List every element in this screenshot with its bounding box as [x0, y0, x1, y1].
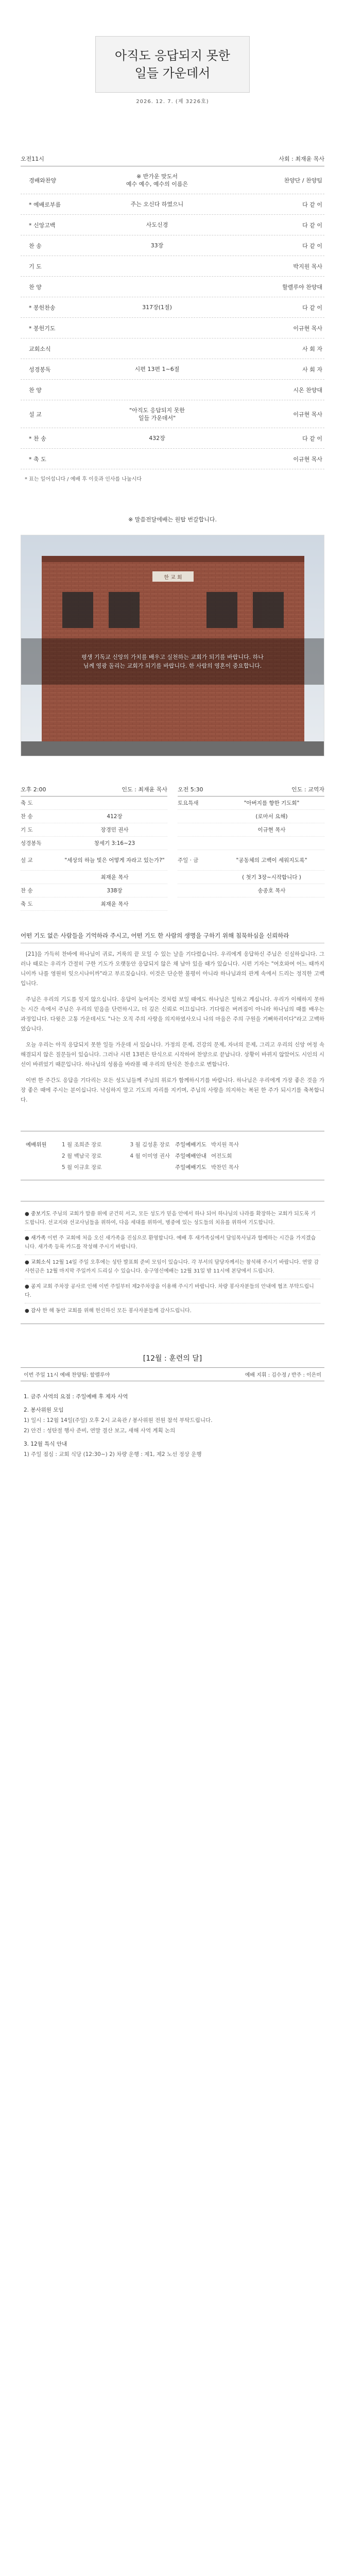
role-name: 박지원 목사 [211, 1141, 239, 1148]
worship-item-label: 경배와찬양 [29, 177, 57, 184]
worship-row [21, 380, 324, 400]
worship-row [21, 166, 324, 194]
worship-row [21, 428, 324, 449]
service-left-header [21, 785, 167, 796]
banner-caption: ※ 말씀전달에배는 원탑 번갈합니다. [128, 516, 217, 523]
schedule [21, 1353, 324, 1460]
service-right [178, 785, 324, 911]
photo-caption: 평생 기독교 신앙의 가치를 배우고 실천하는 교회가 되기를 바랍니다. 하나님께 영광 돌리는 교회가 되기를 바랍니다. 한 사람의 영혼이 중요합니다. [81, 654, 264, 669]
role-name-2: 4 월 이미영 권사 [130, 1153, 170, 1159]
service-item-label: 토요특새 [178, 800, 199, 806]
role-label: 주일예배기도 [175, 1164, 206, 1171]
prayer-text: 교회 주차장 공사로 인해 이번 주일부터 제2주차장을 이용해 주시기 바랍니다. 차량 봉사자분들의 안내에 협조 부탁드립니다. [25, 1284, 314, 1298]
prayer-heading: ● 중보기도 [25, 1211, 51, 1217]
sermon-paragraph: 오늘 우리는 아직 응답되지 못한 일들 가운데 서 있습니다. 가정의 문제, 건강의 문제, 자녀의 문제, 그리고 우리의 신앙 여정 속 해결되지 않은 질문들이 있습니다. 그러나 시편 13편은 탄식으로 시작하여 찬양으로 끝납니다. 상황이 바뀌지 않았어도 시인의 시선이 바뀌었기 때문입니다. 하나님의 성품을 바라볼 때 우리의 탄식은 찬송으로 변합니다. [21, 1042, 324, 1067]
sermon-title: 어떤 기도 없은 사람들을 기억하라 주시고, 어떤 기도 한 사람의 생명을 구하기 위해 침묵하심을 신뢰하라 [21, 931, 324, 943]
roles-right [175, 1139, 319, 1173]
church-building-image [21, 535, 324, 756]
service-item-label: 설 교 [21, 857, 33, 863]
worship-item-label: 성경봉독 [29, 366, 51, 373]
cover [0, 0, 345, 155]
worship-item-label: * 예배로부름 [29, 201, 61, 208]
service-row [21, 897, 167, 911]
schedule-body [21, 1381, 324, 1460]
worship-row [21, 449, 324, 469]
role-name: 1 월 조희준 장로 [62, 1141, 102, 1148]
service-item-value: 창세기 3:16~23 [94, 840, 135, 846]
roles-left [26, 1139, 170, 1173]
service-item-value: 장경민 권사 [100, 827, 129, 833]
schedule-text: 1) 일시 : 12월 14일(주일) 오후 2시 교육관 / 봉사위원 전원 참석 부탁드립니다. [24, 1417, 213, 1423]
role-label: 주일예배기도 [175, 1141, 206, 1148]
service-right-time: 오전 5:30 [178, 786, 203, 793]
church-sign: 한 교 회 [164, 575, 182, 581]
cover-title-box [95, 36, 250, 93]
service-item-label: 찬 송 [21, 814, 33, 820]
service-item-value: 최재윤 목사 [100, 874, 129, 880]
worship-item-detail: 33장 [150, 242, 164, 249]
sermon-paragraph: 주님은 우리의 기도를 잊지 않으십니다. 응답이 늦어지는 것처럼 보일 때에도 하나님은 일하고 계십니다. 우리가 이해하지 못하는 시간 속에서 주님은 우리의 믿음을 단련하시고, 더 깊은 신뢰로 이끄십니다. 기다림은 버려짐이 아니라 하나님의 때를 배우는 과정입니다. 다윗은 고통 가운데서도 "나는 오직 주의 사랑을 의지하였사오니 나의 마음은 주의 구원을 기뻐하리이다"라고 고백하였습니다. [21, 996, 324, 1032]
cover-date: 2026. 12. 7. (제 3226호) [136, 99, 209, 105]
role-row [26, 1139, 170, 1150]
worship-row [21, 400, 324, 428]
worship-item-leader: 다 같 이 [302, 222, 322, 229]
schedule-text: 2) 안건 : 성탄절 행사 준비, 연말 결산 보고, 새해 사역 계획 논의 [24, 1428, 176, 1434]
worship-item-label: * 축 도 [29, 455, 46, 463]
services [21, 785, 324, 911]
prayer-text: 주님의 교회가 말씀 위에 굳건히 서고, 모든 성도가 믿음 안에서 하나 되어 하나님의 나라를 확장하는 교회가 되도록 기도합니다. 선교지와 선교사님들을 위하여, 다음 세대를 위하여, 병중에 있는 성도들의 치유를 위하여 기도합니다. [25, 1211, 316, 1226]
prayer-item [25, 1279, 320, 1303]
service-roles [21, 1131, 324, 1180]
service-item-label: 성경봉독 [21, 840, 42, 846]
service-row [178, 796, 324, 810]
worship-item-detail: 주는 오신다 하였으니 [130, 201, 184, 208]
service-row [178, 850, 324, 871]
worship-item-label: * 봉헌기도 [29, 325, 56, 332]
worship-item-leader: 이규현 목사 [293, 455, 322, 463]
role-row [26, 1150, 170, 1161]
worship-item-label: 찬 양 [29, 283, 42, 291]
role-label: 주일예배안내 [175, 1153, 206, 1159]
role-name: 5 월 이규호 장로 [62, 1164, 102, 1171]
service-row [21, 823, 167, 837]
service-left-leader: 인도 : 최재윤 목사 [122, 786, 167, 793]
worship-row [21, 359, 324, 380]
worship-item-leader: 다 같 이 [302, 435, 322, 442]
worship-item-leader: 사 회 자 [302, 366, 322, 373]
role-row [26, 1161, 170, 1173]
worship-item-label: 교회소식 [29, 345, 51, 352]
prayer-notes [21, 1201, 324, 1324]
service-right-header [178, 785, 324, 796]
service-row [21, 850, 167, 871]
service-row [21, 796, 167, 810]
service-item-value: "세상의 하늘 빛은 어떻게 자라고 있는가?" [64, 857, 165, 863]
schedule-heading: 1. 금주 사역의 요점 : 주일예배 후 제자 사역 [24, 1394, 128, 1400]
role-name: 박찬민 목사 [211, 1164, 239, 1171]
service-item-value: 412장 [107, 814, 123, 820]
worship-row [21, 194, 324, 215]
prayer-item [25, 1231, 320, 1255]
service-item-value: ( 첫기 3장~시작합니다 ) [242, 874, 301, 880]
worship-item-label: * 신앙고백 [29, 222, 56, 229]
worship-item-label: * 찬 송 [29, 435, 46, 442]
worship-note: * 표는 일어섭니다 / 예배 후 이웃과 인사를 나눕시다 [25, 477, 142, 482]
schedule-heading: 3. 12월 특식 안내 [24, 1441, 67, 1447]
worship-item-leader: 다 같 이 [302, 242, 322, 249]
schedule-heading: 2. 봉사위원 모임 [24, 1407, 64, 1413]
worship-item-leader: 찬양단 / 찬양팀 [284, 177, 322, 184]
service-row [178, 871, 324, 884]
worship-row [21, 318, 324, 338]
service-item-value: 최재윤 목사 [100, 901, 129, 907]
prayer-item [25, 1255, 320, 1279]
worship-item-detail: "아직도 응답되지 못한 일들 가운데서" [129, 406, 185, 421]
worship-item-detail: 432장 [149, 435, 165, 442]
schedule-subheader [21, 1367, 324, 1381]
worship-item-detail: 사도신경 [146, 222, 168, 228]
prayer-heading: ● 공지 [25, 1284, 41, 1290]
worship-item-label: 찬 양 [29, 386, 42, 394]
service-left [21, 785, 167, 911]
service-row [178, 810, 324, 823]
service-item-value: 이규현 목사 [257, 827, 286, 833]
service-left-time: 오후 2:00 [21, 786, 46, 793]
worship-item-label: 기 도 [29, 263, 42, 270]
service-right-leader: 인도 : 교역자 [291, 786, 324, 793]
cover-title-line2: 일들 가운데서 [134, 66, 211, 80]
worship-item-leader: 사 회 자 [302, 345, 322, 352]
prayer-text: 한 해 동안 교회를 위해 헌신하신 모든 봉사자분들께 감사드립니다. [42, 1308, 192, 1314]
service-item-label: 주일 · 금 [178, 857, 199, 863]
service-left-rows [21, 796, 167, 911]
schedule-title: [12월 : 훈련의 달] [143, 1354, 202, 1363]
service-item-label: 기 도 [21, 827, 33, 833]
service-item-value: 송종호 목사 [257, 888, 286, 894]
worship-item-leader: 다 같 이 [302, 201, 322, 208]
role-row [175, 1139, 319, 1150]
worship-row [21, 297, 324, 318]
role-name: 여전도회 [211, 1153, 232, 1159]
worship-item-label: 설 교 [29, 411, 42, 418]
service-right-rows [178, 796, 324, 897]
worship-row [21, 215, 324, 235]
worship-item-label: * 봉헌찬송 [29, 304, 56, 311]
service-row [21, 810, 167, 823]
worship-row [21, 235, 324, 256]
service-row [178, 823, 324, 837]
prayer-heading: ● 감사 [25, 1308, 41, 1314]
service-row [21, 837, 167, 850]
church-photo [21, 535, 324, 756]
worship-item-detail: 시편 13편 1~6절 [134, 366, 180, 372]
role-name-2: 3 월 김성훈 장로 [130, 1141, 170, 1148]
role-name: 2 월 백남국 장로 [62, 1153, 102, 1159]
worship-item-detail: 317장(1절) [142, 304, 172, 311]
role-row [175, 1150, 319, 1161]
role-row [175, 1161, 319, 1173]
worship-rows [21, 166, 324, 469]
sermon-paragraph: 이번 한 주간도 응답을 기다리는 모든 성도님들께 주님의 위로가 함께하시기를 바랍니다. 하나님은 우리에게 가장 좋은 것을 가장 좋은 때에 주시는 분이십니다. 낙심하지 말고 기도의 자리를 지키며, 주님의 사랑을 의지하는 복된 한 주가 되시기를 축복합니다. [21, 1077, 324, 1103]
prayer-text: 12월 14일 주일 오후에는 성탄 발표회 준비 모임이 있습니다. 각 부서의 담당자께서는 참석해 주시기 바랍니다. 연말 감사헌금은 12월 마지막 주일까지 드리실 수 있습니다. 송구영신예배는 12월 31일 밤 11시에 본당에서 드립니다. [25, 1260, 319, 1274]
worship-row [21, 277, 324, 297]
worship-item-leader: 할렐루야 찬양대 [282, 283, 322, 291]
service-row [178, 884, 324, 897]
service-row [21, 884, 167, 897]
schedule-text: 1) 주일 점심 : 교회 식당 (12:30~) 2) 차량 운행 : 제1, 제2 노선 정상 운행 [24, 1451, 202, 1458]
prayer-item [25, 1207, 320, 1231]
prayer-heading: ● 새가족 [25, 1235, 46, 1241]
sermon-summary [21, 931, 324, 1105]
service-item-value: "공동체의 고백이 세워지도록" [236, 857, 307, 863]
worship-row [21, 256, 324, 277]
worship-header [21, 155, 324, 166]
schedule-sub-left: 이번 주일 11시 예배 찬양팀: 할렐루야 [24, 1372, 110, 1378]
worship-item-detail: ※ 반가운 맞도서 예수 예수, 예수의 이름은 [126, 173, 188, 188]
worship-order [21, 155, 324, 482]
service-item-label: 축 도 [21, 800, 33, 806]
worship-item-leader: 이규현 목사 [293, 411, 322, 418]
prayer-heading: ● 교회소식 [25, 1260, 51, 1265]
worship-item-label: 찬 송 [29, 242, 42, 249]
worship-item-leader: 박지원 목사 [293, 263, 322, 270]
sermon-paragraphs [21, 950, 324, 1105]
worship-item-leader: 다 같 이 [302, 304, 322, 311]
service-row [178, 837, 324, 850]
worship-item-leader: 시온 찬양대 [293, 386, 322, 394]
service-item-label: 축 도 [21, 901, 33, 907]
service-item-label: 찬 송 [21, 888, 33, 894]
service-item-value: 338장 [107, 888, 123, 894]
prayer-text: 이번 주 교회에 처음 오신 새가족을 진심으로 환영합니다. 예배 후 새가족실에서 담임목사님과 함께하는 시간을 가지겠습니다. 새가족 등록 카드를 작성해 주시기 바랍니다. [25, 1235, 316, 1250]
cover-title-line1: 아직도 응답되지 못한 [115, 48, 230, 63]
prayer-item [25, 1303, 320, 1318]
sermon-paragraph: [21]을 가득히 찬바에 하나님이 귀로, 거룩의 끝 모일 수 있는 날을 기다렸습니다. 우리에게 응답하신 주님은 신실하십니다. 그러나 때로는 우리가 간절히 구한 기도가 오랫동안 응답되지 않은 채 남아 있을 때가 있습니다. 시편 기자는 "여호와여 어느 때까지니이까 나를 영원히 잊으시나이까"라고 부르짖습니다. 이것은 단순한 불평이 아니라 하나님과의 관계 속에서 드리는 정직한 고백입니다. [21, 951, 324, 987]
worship-item-leader: 이규현 목사 [293, 325, 322, 332]
worship-leader: 사회 : 최재윤 목사 [279, 156, 324, 162]
worship-row [21, 338, 324, 359]
worship-time: 오전11시 [21, 156, 44, 162]
service-item-value: (로마서 요해) [255, 814, 288, 820]
schedule-sub-right: 예배 지휘 : 김수정 / 반주 : 이은미 [245, 1372, 321, 1378]
service-item-value: "아버지를 향한 기도회" [244, 800, 300, 806]
role-label: 예배위원 [26, 1141, 47, 1148]
service-row [21, 871, 167, 884]
